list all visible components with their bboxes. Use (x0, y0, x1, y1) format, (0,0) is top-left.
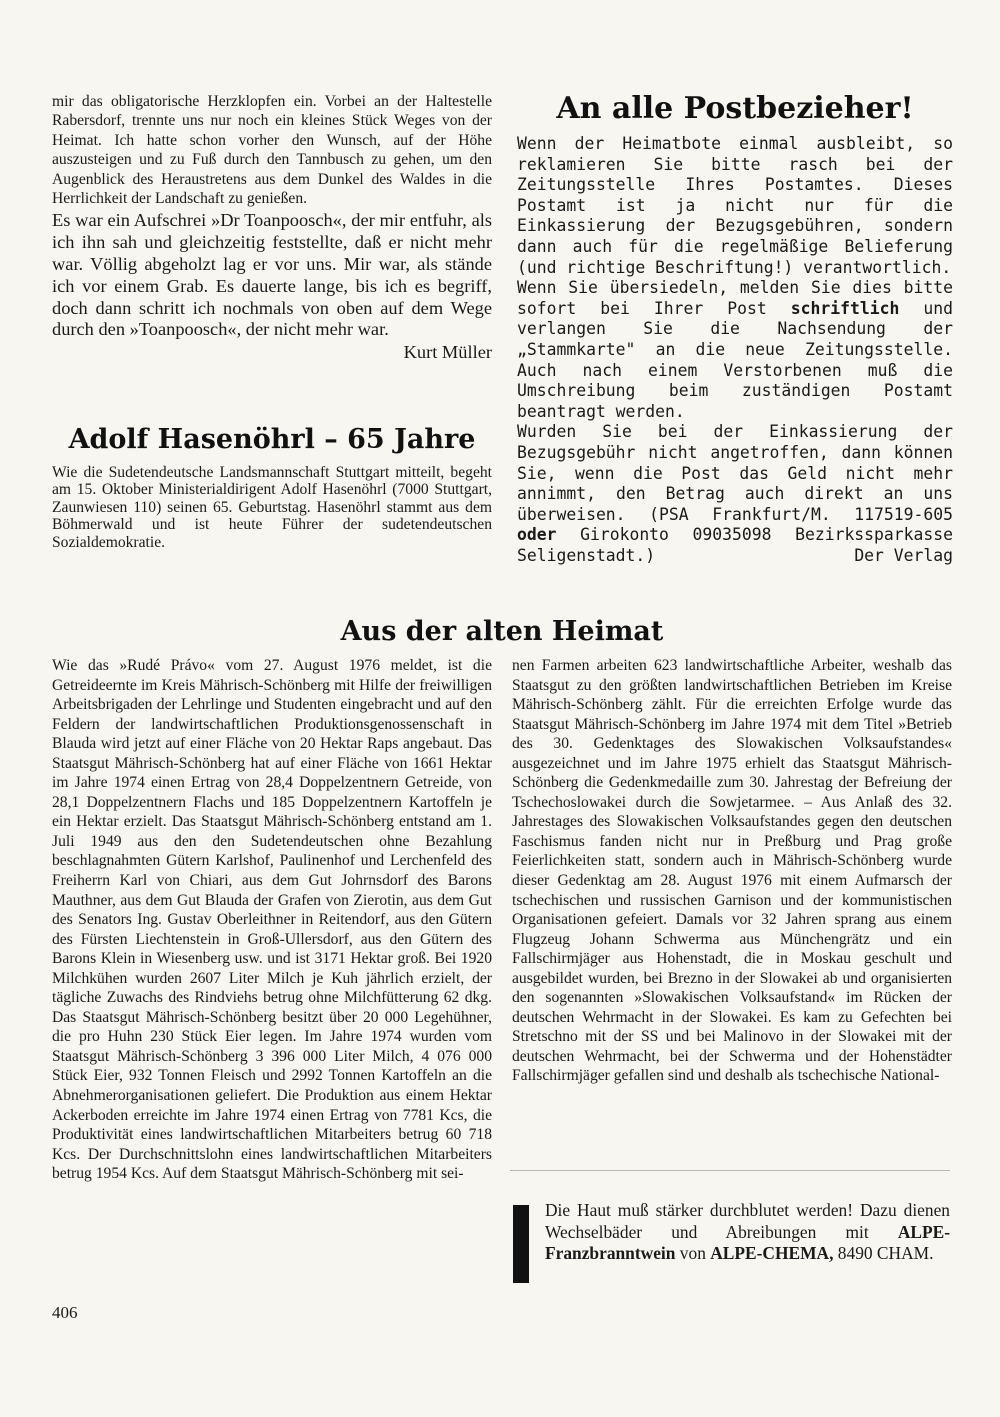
postbezieher-paragraph-1: Wenn der Heimatbote einmal ausbleibt, so reklamieren Sie bitte rasch bei der Zeitungsstelle Ihres Postamtes. Dieses Postamt ist ja nicht nur für die Einkassierung der Bezugsgebühren, sondern dann auch für die regelmäßige Belieferung (und richtige Beschriftung!) verantwortlich. (517, 134, 953, 277)
heimat-headline: Aus der alten Heimat (340, 616, 664, 647)
story-paragraph-2: Es war ein Aufschrei »Dr Toanpoosch«, der mir entfuhr, als ich ihn sah und gleichzeitig feststellte, daß er nicht mehr war. Völlig abgeholzt lag er vor uns. Mir war, als stände ich vor einem Grab. Es dauerte lange, bis ich es begriff, doch dann schritt ich nochmals von oben auf dem Wege durch den »Toanpoosch«, der nicht mehr war. (52, 210, 492, 340)
postbezieher-paragraph-3 (517, 422, 953, 566)
postbezieher-paragraph-2-end: und verlangen Sie die Nachsendung der „Stammkarte" an die neue Zeitungsstelle. Auch nach einem Verstorbenen muß die Umschreibung beim zuständigen Postamt beantragt werden. (517, 298, 953, 421)
story-paragraph-1: mir das obligatorische Herzklopfen ein. Vorbei an der Haltestelle Rabersdorf, trennte uns nur noch ein kleines Stück Weges von der Heimat. Ich hatte schon vorher den Wunsch, auf der Höhe auszusteigen und zu Fuß durch den Tannbusch zu gehen, um den Augenblick des Heraustretens aus dem Dunkel des Waldes in die Herrlichkeit der Landschaft zu genießen. (52, 93, 492, 208)
ad-brand-company: ALPE-CHEMA, (710, 1243, 834, 1264)
postbezieher-paragraph-3-start: Wurden Sie bei der Einkassierung der Bezugsgebühr nicht angetroffen, dann können Sie, wenn die Post das Geld nicht mehr annimmt, den Betrag auch direkt an uns überweisen. (PSA Frankfurt/M. 117519-605 (517, 422, 953, 524)
postbezieher-emphasis-oder: oder (517, 525, 557, 545)
postbezieher-signature: Der Verlag (854, 545, 953, 565)
ad-brand-product: ALPE-Franzbranntwein (545, 1221, 950, 1264)
story-continuation (52, 92, 492, 363)
ad-initial-bar (513, 1205, 529, 1283)
postbezieher-emphasis-schriftlich: schriftlich (790, 298, 900, 318)
postbezieher-body (517, 134, 953, 566)
ad-address: 8490 CHAM. (837, 1243, 934, 1264)
hasenoehrl-body: Wie die Sudetendeutsche Landsmannschaft Stuttgart mitteilt, begeht am 15. Oktober Ministerialdirigent Adolf Hasenöhrl (7000 Stuttgart, Zaunwiesen 110) seinen 65. Geburtstag. Hasenöhrl stammt aus dem Böhmerwald und ist heute Führer der sudetendeutschen Sozialdemokratie. (52, 464, 492, 551)
ad-text-von: von (679, 1243, 706, 1264)
postbezieher-paragraph-2-start: Wenn Sie übersiedeln, melden Sie dies bitte sofort bei Ihrer Post (517, 278, 953, 318)
page-number: 406 (52, 1303, 78, 1322)
story-author: Kurt Müller (403, 342, 492, 363)
column-separator-rule (510, 1170, 950, 1171)
heimat-right-column: nen Farmen arbeiten 623 landwirtschaftliche Arbeiter, weshalb das Staatsgut zu den größten landwirtschaftlichen Betrieben im Kreise Mährisch-Schönberg zählt. Für die erreichten Erfolge wurde das Staatsgut Mährisch-Schönberg im Jahre 1974 mit dem Titel »Betrieb des 30. Gedenktages des Slowakischen Volksaufstandes« ausgezeichnet und im Jahre 1975 erhielt das Staatsgut Mährisch-Schönberg die Gedenkmedaille zum 30. Jahrestag der Befreiung der Tschechoslowakei durch die Sowjetarmee. – Aus Anlaß des 32. Jahrestages des Slowakischen Volksaufstandes gegen den deutschen Faschismus fanden nicht nur in Preßburg und Prag große Feierlichkeiten statt, sondern auch in Mährisch-Schönberg wurde dieser Gedenktag am 28. August 1976 mit einem Aufmarsch der tschechischen und russischen Garnison und der kommunistischen Organisationen gefeiert. Damals vor 32 Jahren sprang aus einem Flugzeug Johann Schwerma aus Münchengrätz und ein Fallschirmjäger aus Hohenstadt, die in Moskau geschult und ausgebildet wurden, bei Brezno in der Slowakei ab und organisierten den sogenannten »Slowakischen Volksaufstand« im Rücken der deutschen Wehrmacht in der Slowakei. Es kam zu Gefechten bei Stretschno mit der SS und bei Malinovo in der Slowakei mit der deutschen Wehrmacht, bei der Schwerma und der Hohenstädter Fallschirmjäger gefallen sind und deshalb als tschechische National- (512, 657, 952, 1085)
hasenoehrl-headline: Adolf Hasenöhrl – 65 Jahre (68, 424, 476, 455)
heimat-left-column: Wie das »Rudé Právo« vom 27. August 1976 meldet, ist die Getreideernte im Kreis Mährisch-Schönberg mit Hilfe der freiwilligen Arbeitsbrigaden der Lehrlinge und Studenten eingebracht und auf den Feldern der landwirtschaftlichen Produktionsgenossenschaft in Blauda wird jetzt auf einer Fläche von 20 Hektar Raps angebaut. Das Staatsgut Mährisch-Schönberg hat auf einer Fläche von 1661 Hektar im Jahre 1974 einen Ertrag von 28,4 Doppelzentnern Getreide, von 28,1 Doppelzentnern Flachs und 185 Doppelzentnern Kartoffeln je ein Hektar erzielt. Das Staatsgut Mährisch-Schönberg entstand am 1. Juli 1949 aus den den Sudetendeutschen ohne Bezahlung beschlagnahmten Gütern Karlshof, Paulinenhof und Lerchenfeld des Freiherrn Karl von Chiari, aus dem Gut Johrnsdorf des Barons Mauthner, aus dem Gut Blauda der Grafen von Zierotin, aus dem Gut des Senators Ing. Gustav Oberleithner in Reitendorf, aus den Gütern des Fürsten Liechtenstein in Groß-Ullersdorf, aus den Gütern des Barons Klein in Wiesenberg usw. und ist 3171 Hektar groß. Bei 1920 Milchkühen wurden 2607 Liter Milch je Kuh jährlich erzielt, der tägliche Zuwachs des Rindviehs betrug ohne Milchfütterung 62 dkg. Das Staatsgut Mährisch-Schönberg besitzt über 20 000 Legehühner, die pro Huhn 230 Stück Eier legen. Im Jahre 1974 wurden vom Staatsgut Mährisch-Schönberg 3 396 000 Liter Milch, 4 076 000 Stück Eier, 932 Tonnen Fleisch und 2992 Tonnen Kartoffeln an die Abnehmerorganisationen geliefert. Die Produktion aus einem Hektar Ackerboden erreichte im Jahre 1974 einen Ertrag von 7781 Kcs, die Produktivität eines landwirtschaftlichen Mitarbeiters betrug 60 718 Kcs. Der Durchschnittslohn eines landwirtschaftlichen Mitarbeiters betrug 1954 Kcs. Auf dem Staatsgut Mährisch-Schönberg mit sei- (52, 657, 492, 1183)
postbezieher-paragraph-2 (517, 278, 953, 422)
alpe-advertisement (545, 1200, 950, 1265)
ad-text: Die Haut muß stärker durchblutet werden! Dazu dienen Wechselbäder und Abreibungen mit (545, 1200, 950, 1242)
postbezieher-paragraph-3-end: Girokonto 09035098 Bezirkssparkasse Seligenstadt.) (517, 525, 953, 565)
postbezieher-headline: An alle Postbezieher! (556, 91, 914, 126)
